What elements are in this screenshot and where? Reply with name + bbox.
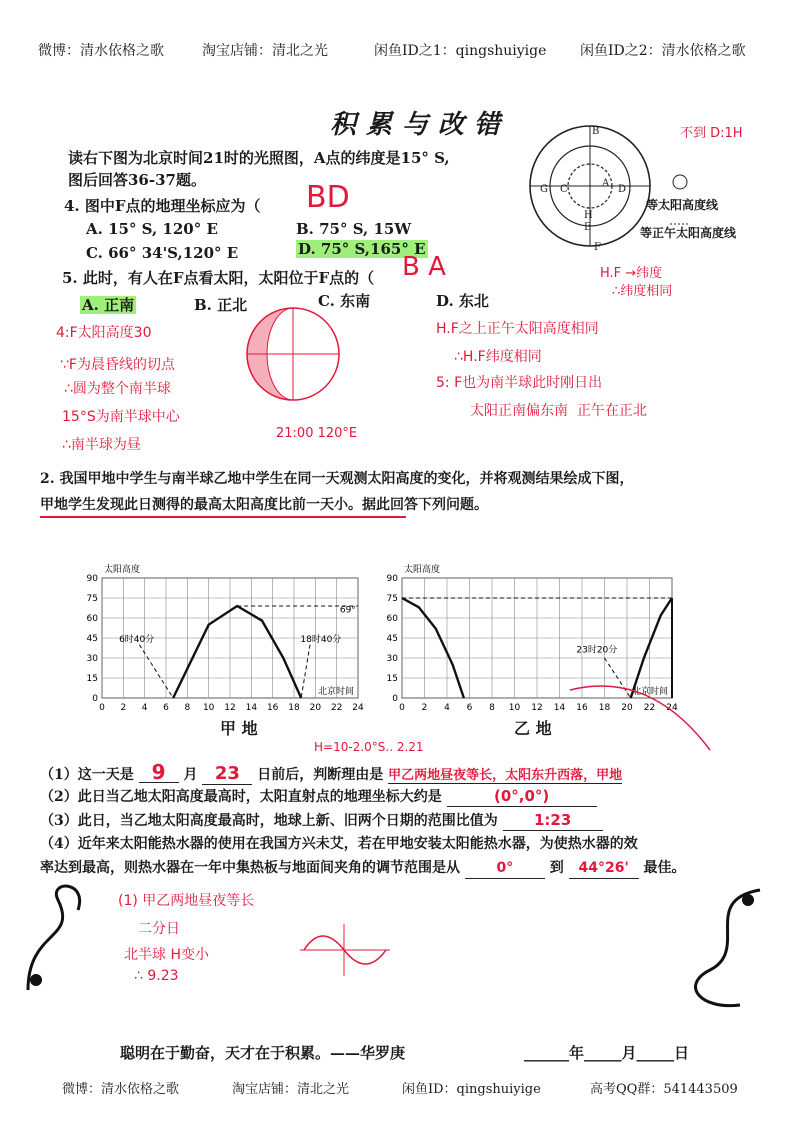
series-line-morning — [402, 598, 464, 698]
y-tick-label: 90 — [386, 574, 398, 584]
q37-option-a-highlight: A. 正南 — [82, 296, 135, 314]
annotation-max: 69° — [339, 605, 356, 616]
subq-1-month: 月 — [183, 767, 198, 783]
q36-option-b: B. 75° S, 15W — [296, 220, 412, 238]
annotation-sunrise: 6时40分 — [119, 635, 155, 645]
q36-handwritten-answer: BD — [306, 180, 350, 215]
x-tick-label: 18 — [288, 703, 300, 713]
x-tick-label: 12 — [224, 703, 236, 713]
subq-2-ans: (0°,0°) — [447, 786, 597, 807]
fig-note-1: H.F →纬度 — [600, 266, 663, 281]
fig-point-a: A — [602, 178, 610, 189]
y-tick-label: 15 — [86, 674, 98, 684]
chart-yi-caption: 乙 地 — [514, 719, 552, 738]
subq-3 — [40, 810, 603, 831]
x-tick-label: 18 — [598, 703, 611, 713]
intro-line2: 图后回答36-37题。 — [68, 171, 206, 189]
flourish-left-icon — [18, 870, 108, 1000]
chart-jia — [80, 560, 370, 720]
x-tick-label: 20 — [621, 703, 633, 713]
q36-option-c: C. 66° 34'S,120° E — [86, 244, 239, 262]
fig-point-c: C — [560, 184, 568, 195]
note-right-3: 5: F也为南半球此时刚日出 — [436, 375, 603, 391]
y-tick-label: 75 — [386, 594, 398, 604]
x-tick-label: 16 — [576, 703, 588, 713]
chart-jia-caption: 甲 地 — [220, 719, 258, 738]
q37-option-a — [80, 294, 136, 315]
q2-line1: 2. 我国甲地中学生与南半球乙地中学生在同一天观测太阳高度的变化，并将观测结果绘成下图， — [40, 471, 634, 487]
q36-option-a: A. 15° S, 120° E — [86, 220, 218, 238]
subq-4b — [40, 858, 686, 879]
y-tick-label: 0 — [392, 694, 398, 704]
footer-qq: 高考QQ群：541443509 — [590, 1082, 738, 1097]
x-axis-label: 北京时间 — [317, 687, 354, 697]
subq-1-a: （1）这一天是 — [40, 767, 134, 783]
note-right-2: ∴H.F纬度相同 — [454, 349, 542, 365]
q37-option-c: C. 东南 — [318, 292, 371, 310]
y-axis-label: 太阳高度 — [104, 565, 141, 575]
footer-taobao: 淘宝店铺：清北之光 — [232, 1082, 350, 1097]
fig-point-e: E — [584, 222, 592, 233]
note-bottom-4: ∴ 9.23 — [134, 968, 179, 984]
header-weibo: 微博：清水依格之歌 — [38, 43, 164, 59]
y-tick-label: 15 — [386, 674, 398, 684]
x-tick-label: 24 — [352, 703, 364, 713]
header-taobao: 淘宝店铺：清北之光 — [202, 43, 328, 59]
x-tick-label: 6 — [466, 703, 473, 713]
x-tick-label: 24 — [666, 703, 678, 713]
x-tick-label: 22 — [643, 703, 656, 713]
note-bottom-3: 北半球 H变小 — [124, 947, 209, 963]
fig-point-g: G — [540, 184, 548, 195]
y-tick-label: 45 — [86, 634, 98, 644]
sine-sketch — [300, 920, 390, 980]
y-tick-label: 60 — [86, 614, 98, 624]
fig-point-b: B — [592, 126, 600, 137]
q2-underline — [40, 516, 406, 518]
y-tick-label: 60 — [386, 614, 398, 624]
note-right-4b: 正午在正北 — [576, 403, 647, 419]
fig-note-2: ∴纬度相同 — [612, 284, 673, 299]
sunset-arrow — [301, 645, 310, 698]
red-pen-curve — [560, 600, 740, 760]
x-tick-label: 2 — [421, 703, 428, 713]
note-left-1: 4:F太阳高度30 — [56, 325, 152, 341]
x-tick-label: 8 — [184, 703, 191, 713]
subq-1-month-ans: 9 — [139, 762, 179, 783]
x-tick-label: 12 — [531, 703, 543, 713]
subq-4-ans1: 0° — [465, 858, 545, 879]
y-tick-label: 75 — [86, 594, 98, 604]
motto-date: ______年_____月_____日 — [524, 1044, 690, 1062]
q37-handwritten-answer: B A — [402, 252, 446, 282]
header-xianyu2: 闲鱼ID之2：清水依格之歌 — [580, 43, 746, 59]
hand-drawn-sphere — [238, 300, 348, 410]
fig-legend-2: 等正午太阳高度线 — [640, 226, 737, 240]
x-tick-label: 8 — [489, 703, 495, 713]
subq-3-ans: 1:23 — [503, 810, 603, 831]
y-tick-label: 30 — [386, 654, 398, 664]
x-tick-label: 20 — [309, 703, 322, 713]
subq-2-a: （2）此日当乙地太阳高度最高时，太阳直射点的地理坐标大约是 — [40, 789, 442, 805]
subq-3-a: （3）此日，当乙地太阳高度最高时，地球上新、旧两个日期的范围比值为 — [40, 813, 498, 829]
subq-4b-a: 率达到最高，则热水器在一年中集热板与地面间夹角的调节范围是从 — [40, 860, 460, 876]
note-left-4: 15°S为南半球中心 — [62, 409, 180, 425]
x-tick-label: 0 — [99, 703, 105, 713]
subq-1-day: 日前后，判断理由是 — [257, 767, 384, 783]
q37-stem: 5. 此时，有人在F点看太阳，太阳位于F点的（ — [62, 269, 375, 287]
note-left-3: ∴圆为整个南半球 — [64, 381, 171, 397]
footer-weibo: 微博：清水依格之歌 — [62, 1082, 180, 1097]
intro-line1: 读右下图为北京时间21时的光照图，A点的纬度是15° S, — [68, 149, 450, 167]
subq-4-end: 最佳。 — [643, 860, 686, 876]
x-tick-label: 14 — [553, 703, 566, 713]
subq-1-day-ans: 23 — [202, 764, 252, 785]
x-tick-label: 0 — [399, 703, 405, 713]
flourish-right-icon — [660, 880, 770, 1020]
x-tick-label: 14 — [245, 703, 258, 713]
q36-stem: 4. 图中F点的地理坐标应为（ — [64, 197, 261, 215]
footer-xianyu: 闲鱼ID：qingshuiyige — [402, 1082, 541, 1097]
subq-2 — [40, 786, 597, 807]
subq-1-reason: 甲乙两地昼夜等长，太阳东升西落，甲地 — [388, 768, 623, 783]
note-bottom-2: 二分日 — [138, 921, 180, 937]
y-tick-label: 0 — [92, 694, 98, 704]
fig-legend-1: 等太阳高度线 — [646, 198, 719, 212]
fig-point-f: F — [594, 242, 601, 253]
note-bottom-1: (1) 甲乙两地昼夜等长 — [118, 893, 255, 909]
x-tick-label: 6 — [163, 703, 169, 713]
note-right-4 — [470, 400, 647, 420]
y-axis-label: 太阳高度 — [404, 565, 441, 575]
subq-4-ans2: 44°26' — [569, 858, 639, 879]
x-tick-label: 4 — [444, 703, 450, 713]
y-tick-label: 90 — [86, 574, 98, 584]
q37-option-b: B. 正北 — [194, 296, 248, 314]
header-xianyu1: 闲鱼ID之1：qingshuiyige — [374, 43, 547, 59]
q2-line2: 甲地学生发现此日测得的最高太阳高度比前一天小。据此回答下列问题。 — [40, 497, 488, 513]
x-tick-label: 10 — [202, 703, 215, 713]
note-left-5: ∴南半球为昼 — [62, 437, 141, 453]
x-tick-label: 16 — [266, 703, 279, 713]
note-left-6: 21:00 120°E — [276, 426, 358, 441]
x-tick-label: 22 — [330, 703, 343, 713]
page-title: 积累与改错 — [330, 110, 511, 140]
x-axis-label: 北京时间 — [631, 687, 668, 697]
annotation-sunrise: 23时20分 — [576, 645, 618, 656]
x-tick-label: 2 — [120, 703, 127, 713]
top-right-note: 不到 D:1H — [680, 126, 743, 141]
y-tick-label: 30 — [86, 654, 98, 664]
series-line — [173, 606, 301, 698]
note-right-4a: 太阳正南偏东南 — [470, 403, 568, 419]
motto: 聪明在于勤奋，天才在于积累。——华罗庚 — [120, 1044, 406, 1062]
note-left-2: ∵F为晨昏线的切点 — [60, 357, 175, 373]
q36-option-d-highlight: D. 75° S,165° E — [298, 240, 426, 258]
subq-1 — [40, 762, 622, 786]
x-tick-label: 4 — [141, 703, 148, 713]
x-tick-label: 10 — [508, 703, 521, 713]
fig-point-h: H — [584, 210, 593, 221]
note-right-1: H.F之上正午太阳高度相同 — [436, 321, 599, 337]
y-tick-label: 45 — [386, 634, 398, 644]
q37-option-d: D. 东北 — [436, 292, 489, 310]
formula-note: H=10-2.0°S.. 2.21 — [314, 740, 424, 754]
fig-point-d: D — [618, 184, 627, 195]
subq-4a: （4）近年来太阳能热水器的使用在我国方兴未艾，若在甲地安装太阳能热水器，为使热水器的效 — [40, 836, 638, 852]
annotation-sunset: 18时40分 — [300, 635, 342, 645]
subq-4-to: 到 — [549, 860, 564, 876]
